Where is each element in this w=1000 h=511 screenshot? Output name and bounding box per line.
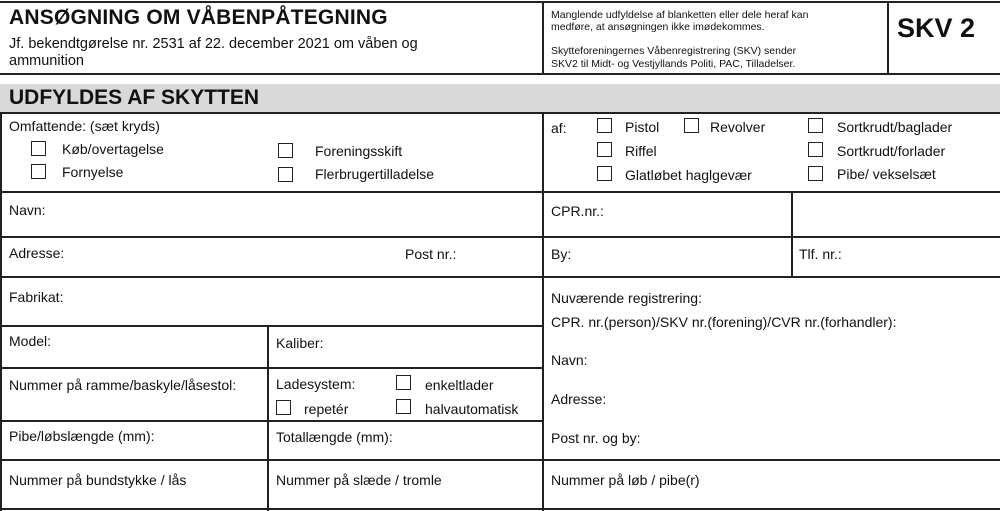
field-nummer-ramme[interactable]: Nummer på ramme/baskyle/låsestol: (9, 377, 237, 393)
field-fabrikat[interactable]: Fabrikat: (9, 289, 64, 305)
label-glatlobet: Glatløbet haglgevær (625, 167, 752, 183)
label-sortkrudt-for: Sortkrudt/forlader (837, 143, 946, 159)
note-line3: Skytteforeningernes Våbenregistrering (SKV) sender (551, 45, 797, 57)
field-by[interactable]: By: (551, 246, 572, 262)
label-fornyelse: Fornyelse (62, 164, 124, 180)
note-line2: medføre, at ansøgningen ikke imødekommes. (551, 21, 765, 33)
row-line-3 (0, 276, 1000, 278)
header-divider-2 (887, 1, 889, 73)
note-line4: SKV2 til Midt- og Vestjyllands Politi, PAC, Tilladelser. (551, 58, 796, 70)
form-code: SKV 2 (897, 13, 976, 43)
divider-scope (542, 112, 544, 191)
row-line-model (0, 367, 542, 369)
note-line1: Manglende udfyldelse af blanketten eller dele heraf kan (551, 9, 809, 21)
label-repeter: repetér (304, 401, 349, 417)
checkbox-fornyelse[interactable] (31, 164, 46, 179)
field-bundstykke[interactable]: Nummer på bundstykke / lås (9, 472, 187, 488)
form-subtitle-line1: Jf. bekendtgørelse nr. 2531 af 22. december 2021 om våben og (9, 36, 418, 52)
label-pistol: Pistol (625, 119, 660, 135)
checkbox-halvautomatisk[interactable] (396, 399, 411, 414)
divider-lower-mid (267, 325, 269, 511)
current-reg-id[interactable]: CPR. nr.(person)/SKV nr.(forening)/CVR nr.(forhandler): (551, 314, 897, 330)
checkbox-sortkrudt-bag[interactable] (808, 118, 823, 133)
field-cpr[interactable]: CPR.nr.: (551, 203, 604, 219)
divider-cpr (791, 191, 793, 236)
divider-adresse-1 (542, 236, 544, 276)
checkbox-enkeltlader[interactable] (396, 375, 411, 390)
field-pibelaengde[interactable]: Pibe/løbslængde (mm): (9, 428, 155, 444)
checkbox-glatlobet[interactable] (597, 166, 612, 181)
weapon-type-label: af: (551, 120, 567, 136)
label-foreningsskift: Foreningsskift (315, 143, 403, 159)
label-sortkrudt-bag: Sortkrudt/baglader (837, 119, 953, 135)
checkbox-flerbruger[interactable] (278, 167, 293, 182)
field-slaede[interactable]: Nummer på slæde / tromle (276, 472, 442, 488)
field-postnr[interactable]: Post nr.: (405, 246, 457, 262)
header-divider-1 (542, 1, 544, 73)
field-adresse[interactable]: Adresse: (9, 245, 65, 261)
current-reg-post-by[interactable]: Post nr. og by: (551, 430, 641, 446)
bottom-line (0, 508, 1000, 510)
scope-label: Omfattende: (sæt kryds) (9, 118, 160, 134)
current-reg-heading: Nuværende registrering: (551, 290, 702, 306)
field-navn[interactable]: Navn: (9, 202, 46, 218)
label-pibe: Pibe/ vekselsæt (837, 166, 936, 182)
field-model[interactable]: Model: (9, 333, 52, 349)
row-line-1 (0, 191, 1000, 193)
field-kaliber[interactable]: Kaliber: (276, 335, 324, 351)
divider-adresse-2 (791, 236, 793, 276)
label-flerbruger: Flerbrugertilladelse (315, 166, 435, 182)
checkbox-sortkrudt-for[interactable] (808, 142, 823, 157)
ladesystem-label: Ladesystem: (276, 376, 356, 392)
divider-lower-main (542, 276, 544, 511)
top-border (0, 1, 1000, 3)
checkbox-pibe[interactable] (808, 166, 823, 181)
header-bottom-border (0, 73, 1000, 75)
row-line-2 (0, 236, 1000, 238)
form-subtitle-line2: ammunition (9, 53, 84, 69)
section-bottom-border (0, 112, 1000, 114)
row-line-nummer (0, 420, 542, 422)
form-title: ANSØGNING OM VÅBENPÅTEGNING (9, 6, 388, 29)
field-totallaengde[interactable]: Totallængde (mm): (276, 429, 393, 445)
field-lob[interactable]: Nummer på løb / pibe(r) (551, 472, 700, 488)
checkbox-riffel[interactable] (597, 142, 612, 157)
checkbox-repeter[interactable] (276, 400, 291, 415)
divider-navn (542, 191, 544, 236)
label-kob: Køb/overtagelse (62, 141, 164, 157)
checkbox-kob[interactable] (31, 141, 46, 156)
checkbox-pistol[interactable] (597, 118, 612, 133)
label-halvautomatisk: halvautomatisk (425, 401, 519, 417)
current-reg-adresse[interactable]: Adresse: (551, 391, 607, 407)
label-revolver: Revolver (710, 119, 766, 135)
section-title: UDFYLDES AF SKYTTEN (9, 86, 260, 109)
row-line-fabrikat (0, 325, 542, 327)
field-tlf[interactable]: Tlf. nr.: (799, 246, 842, 262)
label-riffel: Riffel (625, 143, 657, 159)
checkbox-revolver[interactable] (684, 118, 699, 133)
row-line-pibe (0, 459, 542, 461)
checkbox-foreningsskift[interactable] (278, 143, 293, 158)
left-border (0, 112, 2, 511)
row-line-right (542, 459, 1000, 461)
current-reg-navn[interactable]: Navn: (551, 352, 588, 368)
label-enkeltlader: enkeltlader (425, 377, 494, 393)
